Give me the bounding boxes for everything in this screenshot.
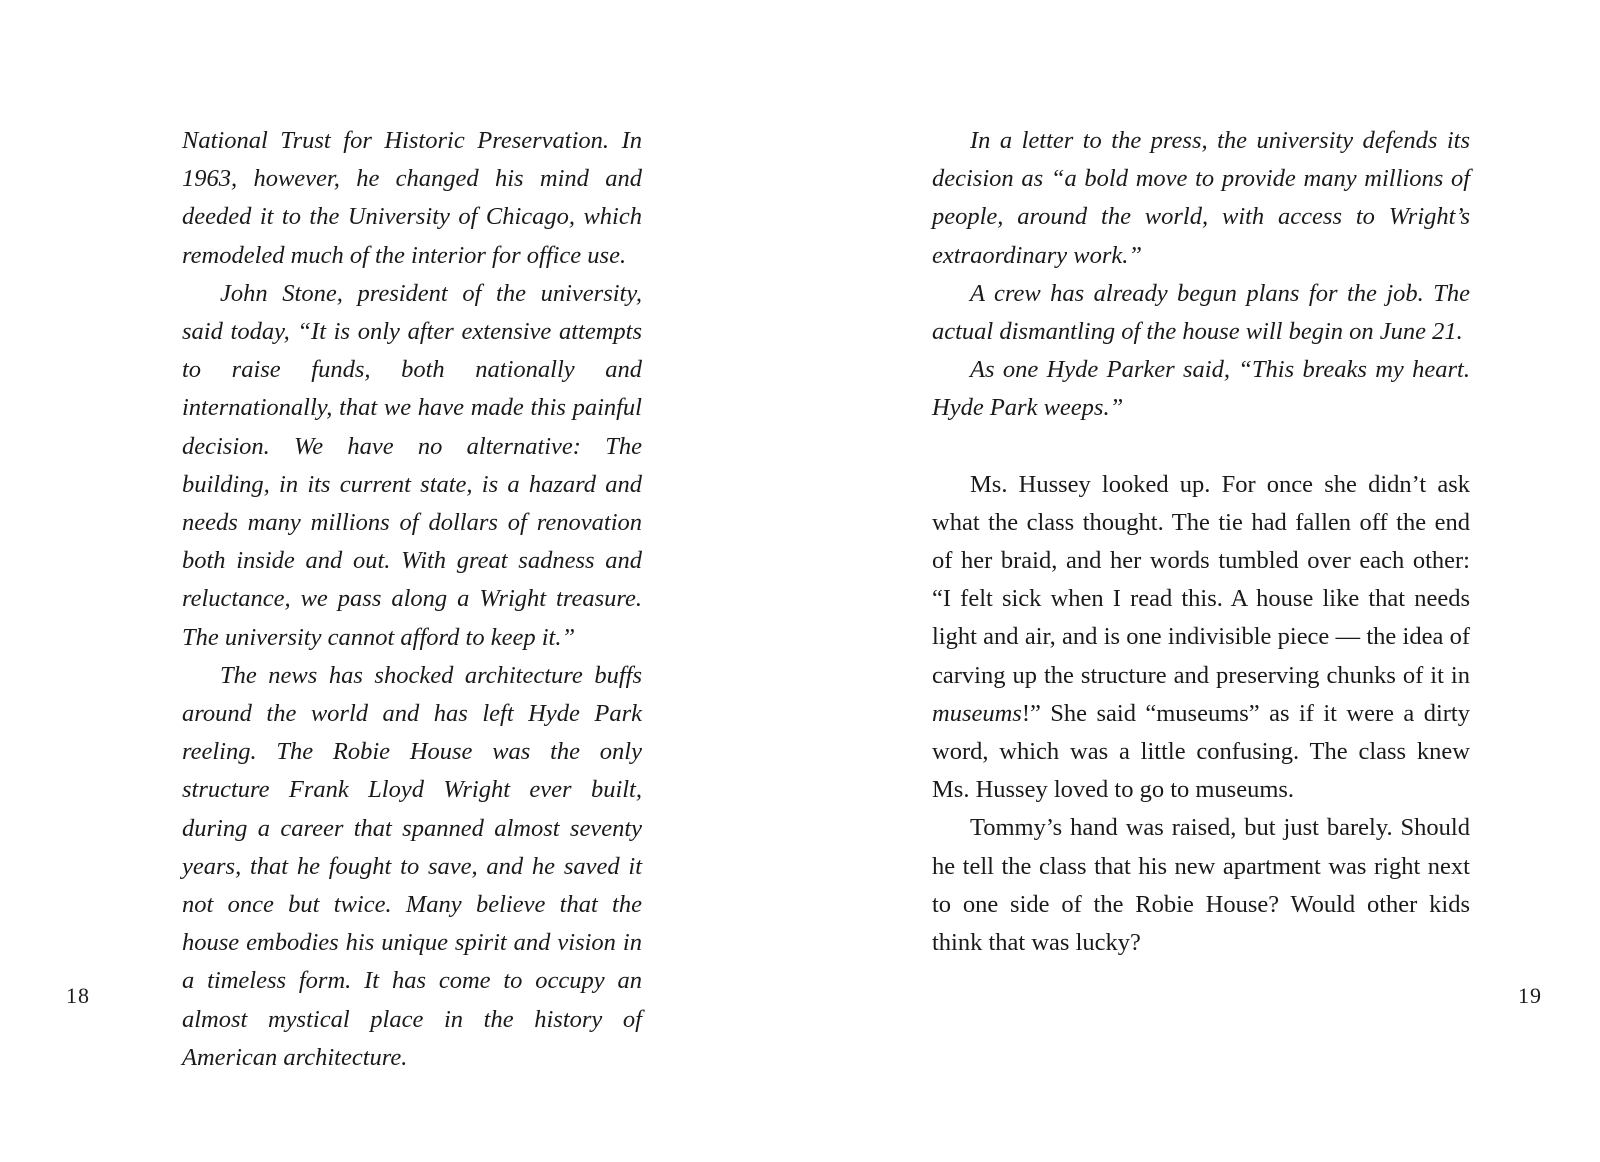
body-paragraph: Tommy’s hand was raised, but just barely. Should he tell the class that his new apartment was right next to one side of the Robie House? Would other kids think that was lucky? bbox=[932, 814, 1470, 957]
article-paragraph: As one Hyde Parker said, “This breaks my heart. Hyde Park weeps.” bbox=[932, 356, 1470, 422]
article-text-left bbox=[182, 122, 642, 1077]
page-number: 19 bbox=[1518, 983, 1542, 1008]
body-paragraph: Ms. Hussey looked up. For once she didn’t ask what the class thought. The tie had fallen off the end of her braid, and her words tumbled over each other: “I felt sick when I read this. A house like that needs light and air, and is one indivisible piece — the idea of carving up the structure and preserving chunks of it in museums!” She said “museums” as if it were a dirty word, which was a little confusing. The class knew Ms. Hussey loved to go to museums. bbox=[932, 470, 1470, 804]
emphasis-museums: museums bbox=[932, 699, 1022, 727]
right-page bbox=[800, 0, 1600, 1162]
article-paragraph: The news has shocked architecture buffs around the world and has left Hyde Park reeling. The Robie House was the only structure Frank Lloyd Wright ever built, during a career that spanned almost seventy years, that he fought to save, and he saved it not once but twice. Many believe that the house embodies his unique spirit and vision in a timeless form. It has come to occupy an almost mystical place in the history of American architecture. bbox=[182, 661, 642, 1071]
article-paragraph: National Trust for Historic Preservation. In 1963, however, he changed his mind and deeded it to the University of Chicago, which remodeled much of the interior for office use. bbox=[182, 127, 642, 269]
narrative-text bbox=[932, 466, 1470, 963]
article-paragraph: A crew has already begun plans for the job. The actual dismantling of the house will begin on June 21. bbox=[932, 279, 1470, 346]
article-text-right bbox=[932, 122, 1470, 428]
page-number: 18 bbox=[66, 983, 90, 1008]
article-paragraph: In a letter to the press, the university defends its decision as “a bold move to provide many millions of people, around the world, with access to Wright’s extraordinary work.” bbox=[932, 127, 1470, 269]
article-paragraph: John Stone, president of the university, said today, “It is only after extensive attempts to raise funds, both nationally and internationally, that we have made this painful decision. We have no alternative: The building, in its current state, is a hazard and needs many millions of dollars of renovation both inside and out. With great sadness and reluctance, we pass along a Wright treasure. The university cannot afford to keep it.” bbox=[182, 279, 642, 651]
text-column-right bbox=[932, 122, 1470, 962]
section-break bbox=[932, 428, 1470, 466]
